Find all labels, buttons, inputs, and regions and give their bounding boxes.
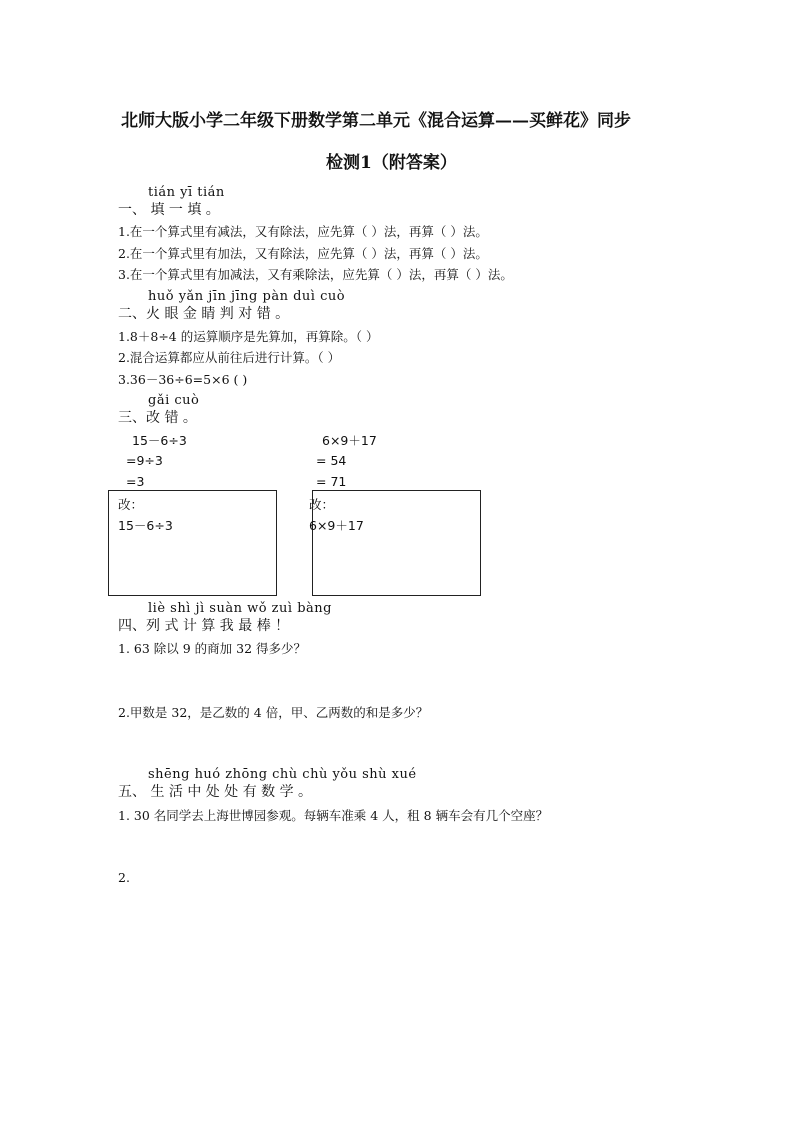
right-correction-label: 改： [309, 497, 335, 512]
left-step-1: =9÷3 [126, 453, 163, 468]
left-expression: 15－6÷3 [132, 433, 187, 448]
title-line-2: 检测1（附答案） [326, 153, 457, 173]
left-step-2: =3 [126, 474, 145, 489]
section1-item-2: 2.在一个算式里有加法，又有除法，应先算（ ）法，再算（ ）法。 [118, 246, 488, 261]
section1-item-1: 1.在一个算式里有减法，又有除法，应先算（ ）法，再算（ ）法。 [118, 224, 488, 239]
right-correction-expression: 6×9＋17 [309, 518, 364, 533]
section5-pinyin: shēng huó zhōng chù chù yǒu shù xué [148, 767, 417, 782]
section1-pinyin: tián yī tián [148, 185, 225, 200]
right-correction-box[interactable] [312, 490, 481, 596]
title-line-1: 北师大版小学二年级下册数学第二单元《混合运算——买鲜花》同步 [121, 111, 631, 131]
section3-pinyin: gǎi cuò [148, 393, 200, 408]
section2-item-2: 2.混合运算都应从前往后进行计算。（ ） [118, 350, 341, 365]
section4-item-1: 1. 63 除以 9 的商加 32 得多少？ [118, 641, 307, 656]
section2-pinyin: huǒ yǎn jīn jīng pàn duì cuò [148, 289, 346, 304]
right-step-2: = 71 [316, 474, 347, 489]
section3-heading: 三、改 错 。 [118, 410, 197, 426]
section1-item-3: 3.在一个算式里有加减法，又有乘除法，应先算（ ）法，再算（ ）法。 [118, 267, 513, 282]
section2-heading: 二、火 眼 金 睛 判 对 错 。 [118, 306, 290, 322]
section5-heading: 五、 生 活 中 处 处 有 数 学 。 [118, 784, 313, 800]
section4-heading: 四、列 式 计 算 我 最 棒 ！ [118, 618, 290, 634]
right-step-1: = 54 [316, 453, 347, 468]
section1-heading: 一、 填 一 填 。 [118, 202, 220, 218]
section4-item-2: 2.甲数是 32，是乙数的 4 倍，甲、乙两数的和是多少？ [118, 705, 429, 720]
right-expression: 6×9＋17 [322, 433, 377, 448]
section5-item-1: 1. 30 名同学去上海世博园参观。每辆车准乘 4 人，租 8 辆车会有几个空座？ [118, 808, 549, 823]
section2-item-3: 3.36－36÷6=5×6 ( ) [118, 372, 248, 387]
section2-item-1: 1.8＋8÷4 的运算顺序是先算加，再算除。（ ） [118, 329, 379, 344]
section4-pinyin: liè shì jì suàn wǒ zuì bàng [148, 601, 332, 616]
section5-item-2: 2. [118, 870, 130, 885]
left-correction-label: 改： [118, 497, 144, 512]
left-correction-expression: 15－6÷3 [118, 518, 173, 533]
